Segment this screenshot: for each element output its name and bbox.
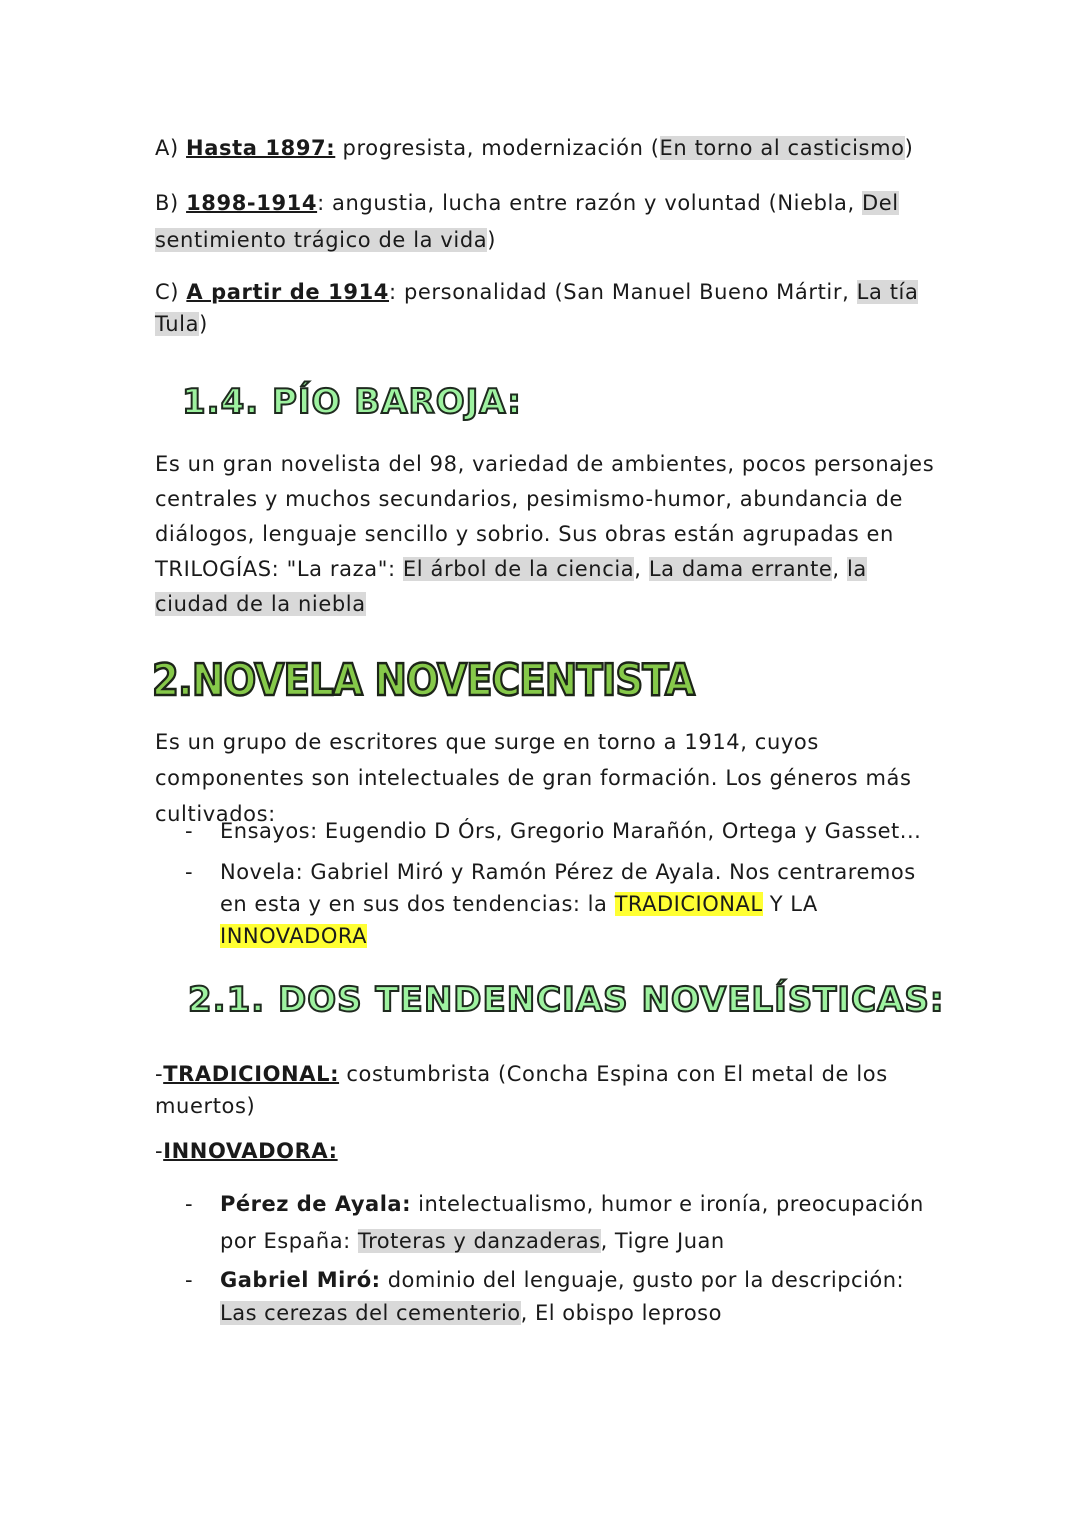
dash: - xyxy=(185,860,194,884)
stage-a-label: Hasta 1897: xyxy=(186,136,336,160)
baroja-paragraph xyxy=(155,447,935,622)
baroja-work-1: El árbol de la ciencia xyxy=(402,557,635,581)
stage-a xyxy=(155,131,935,165)
sep: , xyxy=(634,557,649,581)
stage-b-label: 1898-1914 xyxy=(186,191,318,215)
author-gabriel-miro xyxy=(185,1264,935,1330)
dash: - xyxy=(155,1062,164,1086)
stage-c-work: La tía Tula xyxy=(155,280,919,336)
list-item-text: Novela: Gabriel Miró y Ramón Pérez de Ayala. Nos centraremos en esta y en sus dos tendencias: la xyxy=(220,860,916,916)
stage-b-prefix: B) xyxy=(155,191,187,215)
author-name: Pérez de Ayala: xyxy=(220,1192,411,1216)
tradicional-text: costumbrista (Concha Espina con El metal de los muertos) xyxy=(155,1062,888,1118)
stage-c xyxy=(155,276,935,340)
author-rest: , El obispo leproso xyxy=(520,1301,722,1325)
author-work: Las cerezas del cementerio xyxy=(220,1301,521,1325)
dash: - xyxy=(185,1268,194,1292)
author-rest: , Tigre Juan xyxy=(600,1229,725,1253)
tradicional-paragraph xyxy=(155,1058,935,1122)
list-item-ensayos xyxy=(185,815,935,847)
author-perez-de-ayala xyxy=(185,1186,935,1260)
stage-b-close: ) xyxy=(487,228,497,252)
list-item-mid: Y LA xyxy=(762,892,818,916)
author-name: Gabriel Miró: xyxy=(220,1268,381,1292)
baroja-work-2: La dama errante xyxy=(648,557,833,581)
stage-c-text: : personalidad (San Manuel Bueno Mártir, xyxy=(389,280,857,304)
dash: - xyxy=(155,1139,164,1163)
author-text: intelectualismo, humor e ironía, preocupación por España: xyxy=(220,1192,924,1253)
innovadora-heading xyxy=(155,1134,935,1168)
heading-baroja: 1.4. PÍO BAROJA: xyxy=(182,382,522,422)
author-text: dominio del lenguaje, gusto por la descripción: xyxy=(380,1268,905,1292)
stage-c-prefix: C) xyxy=(155,280,187,304)
highlight-innovadora: INNOVADORA xyxy=(220,924,367,948)
stage-b xyxy=(155,185,935,259)
stage-a-text: progresista, modernización ( xyxy=(335,136,660,160)
stage-b-work: Del sentimiento trágico de la vida xyxy=(155,191,899,252)
stage-c-label: A partir de 1914 xyxy=(186,280,390,304)
baroja-text: Es un gran novelista del 98, variedad de ambientes, pocos personajes centrales y muchos secundarios, pesimismo-humor, abundancia de diálogos, lenguaje sencillo y sobrio. Sus obras están agrupadas en TRILOGÍAS: "La raza": xyxy=(155,452,935,581)
dash: - xyxy=(185,819,194,843)
stage-b-text: : angustia, lucha entre razón y voluntad (Niebla, xyxy=(317,191,863,215)
stage-a-close: ) xyxy=(904,136,914,160)
stage-a-work: En torno al casticismo xyxy=(659,136,905,160)
dash: - xyxy=(185,1192,194,1216)
list-item-novela xyxy=(185,856,935,952)
innovadora-label: INNOVADORA: xyxy=(163,1139,338,1163)
heading-novecentista: 2.NOVELA NOVECENTISTA xyxy=(152,655,695,706)
novecentista-intro: Es un grupo de escritores que surge en torno a 1914, cuyos componentes son intelectuales de gran formación. Los géneros más cultivados: xyxy=(155,730,912,826)
highlight-tradicional: TRADICIONAL xyxy=(614,892,763,916)
tradicional-label: TRADICIONAL: xyxy=(163,1062,340,1086)
author-work: Troteras y danzaderas xyxy=(357,1229,601,1253)
list-item-text: Ensayos: Eugendio D Órs, Gregorio Marañón, Ortega y Gasset... xyxy=(220,819,922,843)
sep: , xyxy=(832,557,847,581)
baroja-work-3: la ciudad de la niebla xyxy=(155,557,867,616)
stage-c-close: ) xyxy=(199,312,208,336)
heading-tendencias: 2.1. DOS TENDENCIAS NOVELÍSTICAS: xyxy=(188,980,945,1020)
stage-a-prefix: A) xyxy=(155,136,187,160)
